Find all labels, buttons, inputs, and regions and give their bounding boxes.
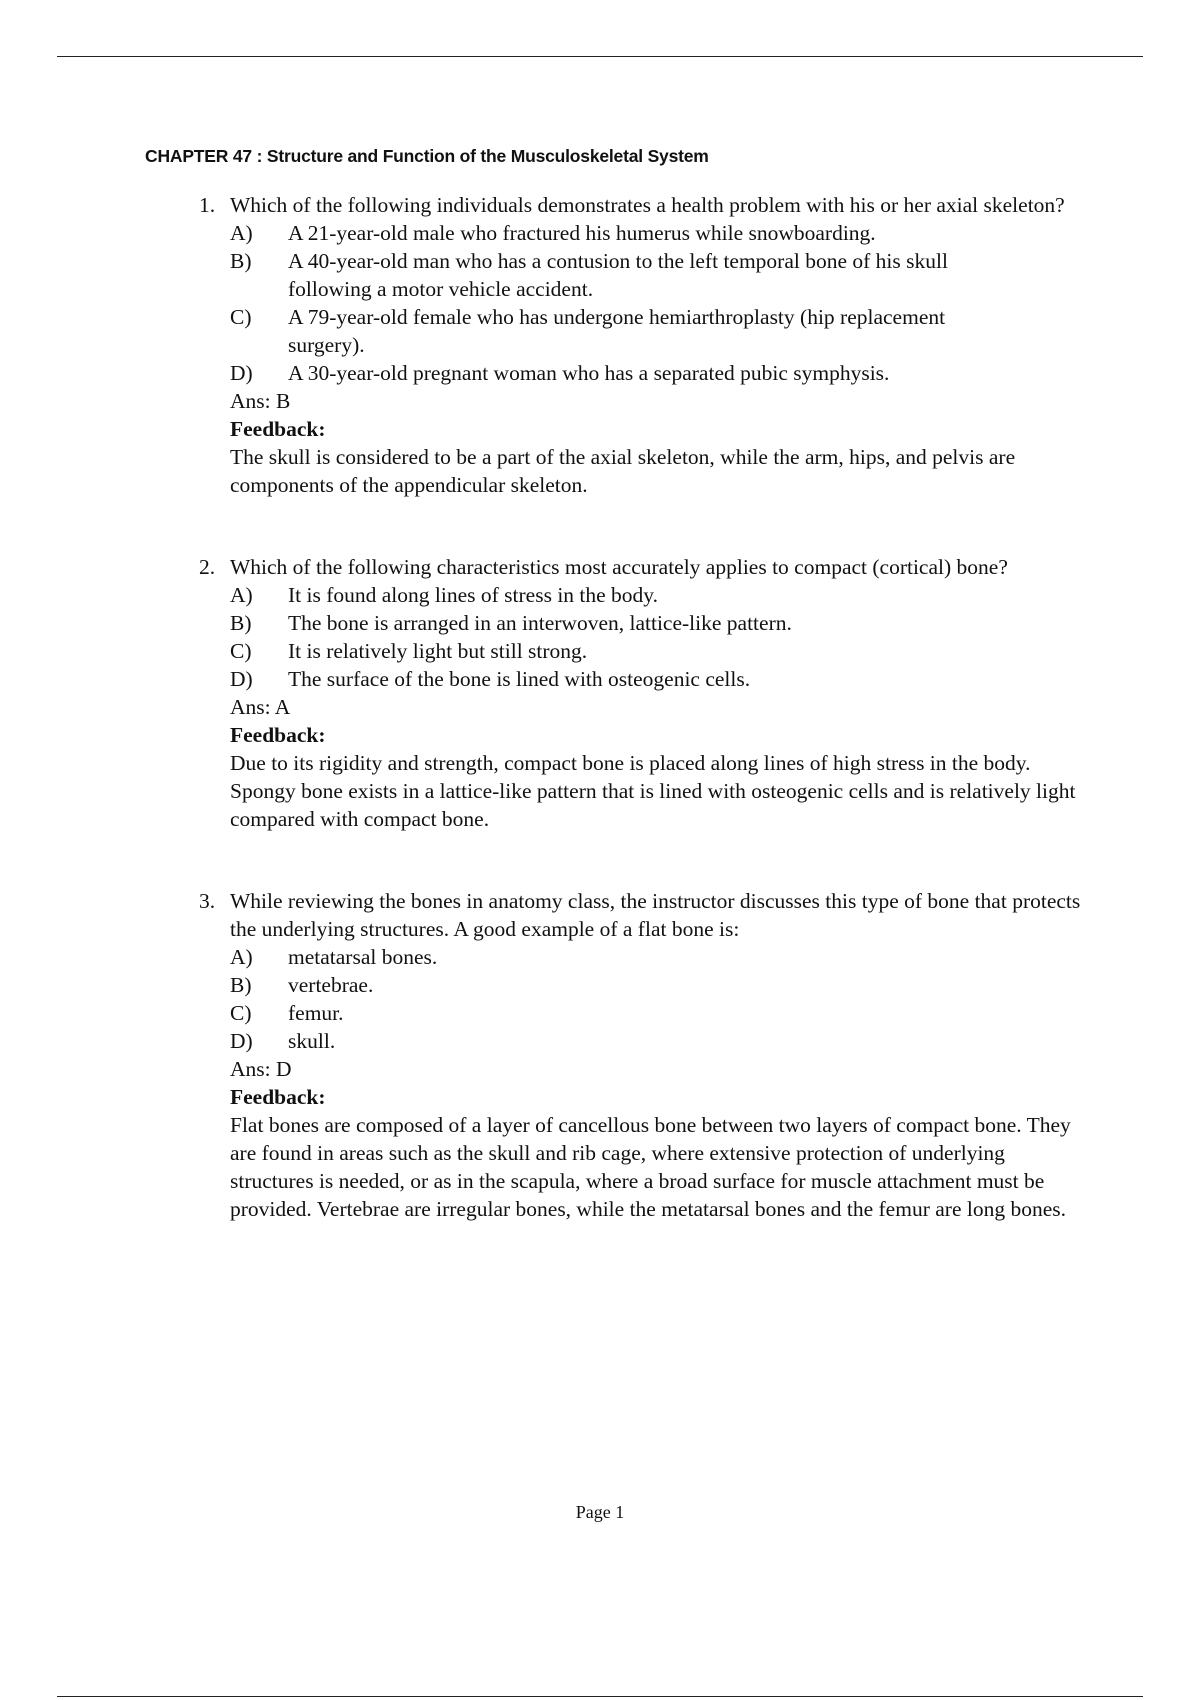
question-list bbox=[0, 191, 1200, 1223]
question-text: Which of the following individuals demonstrates a health problem with his or her axial skeleton? bbox=[230, 193, 1065, 217]
option-letter: A) bbox=[230, 583, 253, 607]
option-text: A 40-year-old man who has a contusion to the left temporal bone of his skull following a motor vehicle accident. bbox=[288, 249, 948, 301]
option-letter: A) bbox=[230, 945, 253, 969]
feedback-text: Due to its rigidity and strength, compact bone is placed along lines of high stress in the body. Spongy bone exists in a lattice-like pattern that is lined with osteogenic cells and is relatively light compared with compact bone. bbox=[230, 751, 1076, 831]
option-letter: B) bbox=[230, 973, 252, 997]
feedback-heading: Feedback: bbox=[230, 1085, 326, 1109]
option-c bbox=[230, 303, 1085, 359]
page-number: Page 1 bbox=[575, 1502, 625, 1522]
option-letter: B) bbox=[230, 611, 252, 635]
option-d bbox=[230, 665, 1085, 693]
question-number: 1. bbox=[199, 193, 216, 217]
feedback-text: Flat bones are composed of a layer of cancellous bone between two layers of compact bone. They are found in areas such as the skull and rib cage, where extensive protection of underlying structures is needed, or as in the scapula, where a broad surface for muscle attachment must be provided. Vertebrae are irregular bones, while the metatarsal bones and the femur are long bones. bbox=[230, 1113, 1071, 1221]
question-number: 2. bbox=[199, 555, 216, 579]
answer-key: Ans: D bbox=[230, 1057, 292, 1081]
chapter-title: CHAPTER 47 : Structure and Function of the Musculoskeletal System bbox=[145, 146, 709, 166]
option-text: metatarsal bones. bbox=[288, 945, 438, 969]
feedback-heading: Feedback: bbox=[230, 723, 326, 747]
answer-options bbox=[230, 219, 1085, 387]
option-d bbox=[230, 359, 1085, 387]
option-letter: D) bbox=[230, 667, 253, 691]
question-2 bbox=[0, 553, 1085, 833]
option-text: The surface of the bone is lined with osteogenic cells. bbox=[288, 667, 751, 691]
option-letter: C) bbox=[230, 639, 252, 663]
option-letter: C) bbox=[230, 305, 252, 329]
option-letter: D) bbox=[230, 1029, 253, 1053]
option-b bbox=[230, 971, 1085, 999]
option-text: skull. bbox=[288, 1029, 336, 1053]
answer-options bbox=[230, 581, 1085, 693]
option-a bbox=[230, 581, 1085, 609]
feedback-text: The skull is considered to be a part of the axial skeleton, while the arm, hips, and pelvis are components of the appendicular skeleton. bbox=[230, 445, 1016, 497]
option-text: It is relatively light but still strong. bbox=[288, 639, 588, 663]
option-d bbox=[230, 1027, 1085, 1055]
option-letter: D) bbox=[230, 361, 253, 385]
header-rule bbox=[57, 56, 1143, 57]
option-text: The bone is arranged in an interwoven, lattice-like pattern. bbox=[288, 611, 792, 635]
answer-key: Ans: B bbox=[230, 389, 291, 413]
footer-rule bbox=[57, 1696, 1143, 1697]
option-a bbox=[230, 219, 1085, 247]
question-1 bbox=[0, 191, 1085, 499]
option-letter: C) bbox=[230, 1001, 252, 1025]
option-text: femur. bbox=[288, 1001, 344, 1025]
option-b bbox=[230, 609, 1085, 637]
option-text: A 79-year-old female who has undergone hemiarthroplasty (hip replacement surgery). bbox=[288, 305, 946, 357]
answer-key: Ans: A bbox=[230, 695, 291, 719]
option-text: vertebrae. bbox=[288, 973, 374, 997]
question-3 bbox=[0, 887, 1085, 1223]
option-c bbox=[230, 999, 1085, 1027]
option-text: It is found along lines of stress in the body. bbox=[288, 583, 659, 607]
question-text: Which of the following characteristics most accurately applies to compact (cortical) bone? bbox=[230, 555, 1008, 579]
question-number: 3. bbox=[199, 889, 216, 913]
question-text: While reviewing the bones in anatomy class, the instructor discusses this type of bone that protects the underlying structures. A good example of a flat bone is: bbox=[230, 889, 1081, 941]
option-letter: A) bbox=[230, 221, 253, 245]
option-text: A 21-year-old male who fractured his humerus while snowboarding. bbox=[288, 221, 876, 245]
option-letter: B) bbox=[230, 249, 252, 273]
feedback-heading: Feedback: bbox=[230, 417, 326, 441]
option-b bbox=[230, 247, 1085, 303]
answer-options bbox=[230, 943, 1085, 1055]
option-c bbox=[230, 637, 1085, 665]
option-a bbox=[230, 943, 1085, 971]
option-text: A 30-year-old pregnant woman who has a separated pubic symphysis. bbox=[288, 361, 890, 385]
